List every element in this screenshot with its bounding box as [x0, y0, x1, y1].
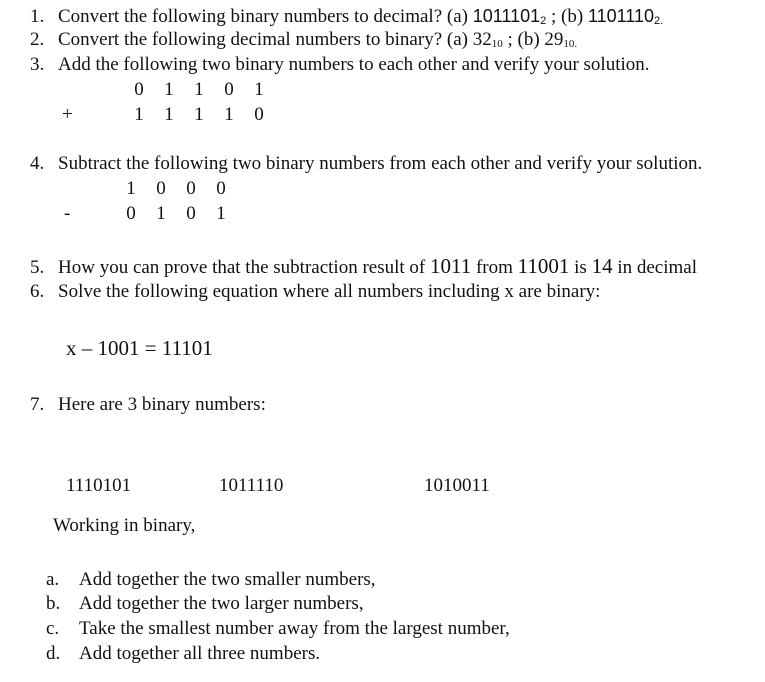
question-text: Add the following two binary numbers to each other and verify your solution.: [58, 54, 650, 75]
digit: 0: [126, 203, 136, 224]
item-letter: d.: [46, 643, 61, 664]
digit: 1: [194, 79, 204, 100]
question-text: Solve the following equation where all numbers including x are binary:: [58, 281, 601, 302]
binary-number-2: 1011110: [219, 475, 284, 496]
question-text: Convert the following binary numbers to decimal? (a): [58, 6, 473, 27]
question-text: from: [471, 257, 518, 278]
item-text: Add together the two larger numbers,: [79, 593, 364, 614]
base-subscript-a: 10: [491, 38, 503, 50]
sub-item-a: [46, 568, 376, 592]
subtraction-row-1: [116, 177, 236, 201]
separator: ; (b) 29: [502, 29, 564, 50]
sub-item-d: [46, 642, 320, 666]
item-text: Add together the two smaller numbers,: [79, 569, 376, 590]
question-2: [30, 28, 577, 56]
number-14: 14: [591, 254, 613, 278]
question-number: 1.: [30, 6, 45, 27]
binary-value-a: 1011101: [472, 6, 541, 26]
question-3: [30, 53, 650, 77]
question-text: Subtract the following two binary numbers from each other and verify your solution.: [58, 153, 703, 174]
digit: 0: [134, 79, 144, 100]
addition-row-1: [124, 78, 274, 102]
binary-value-b: 1101110: [587, 6, 655, 26]
question-5: [30, 254, 697, 280]
digit: 1: [134, 104, 144, 125]
question-6: [30, 280, 600, 304]
number-1011: 1011: [429, 254, 472, 278]
number-11001: 11001: [517, 254, 570, 278]
digit: 0: [186, 178, 196, 199]
question-text: in decimal: [612, 257, 697, 278]
plus-operator: +: [62, 104, 73, 125]
item-text: Take the smallest number away from the largest number,: [79, 618, 510, 639]
question-number: 5.: [30, 257, 45, 278]
working-label: Working in binary,: [53, 515, 196, 536]
question-7: [30, 393, 266, 417]
question-number: 2.: [30, 29, 45, 50]
digit: 0: [254, 104, 264, 125]
question-number: 3.: [30, 54, 45, 75]
question-text: How you can prove that the subtraction result of: [58, 257, 430, 278]
base-subscript-a: 2: [540, 15, 547, 27]
digit: 0: [156, 178, 166, 199]
addition-row-2: [124, 103, 274, 127]
digit: 0: [224, 79, 234, 100]
question-text: is: [569, 257, 592, 278]
item-text: Add together all three numbers.: [79, 643, 321, 664]
digit: 1: [254, 79, 264, 100]
sub-item-c: [46, 617, 510, 641]
sub-item-b: [46, 592, 364, 616]
digit: 0: [216, 178, 226, 199]
question-text: Convert the following decimal numbers to binary? (a) 32: [58, 29, 492, 50]
item-letter: c.: [46, 618, 60, 639]
digit: 1: [194, 104, 204, 125]
question-number: 4.: [30, 153, 45, 174]
digit: 0: [186, 203, 196, 224]
binary-number-3: 1010011: [424, 475, 490, 496]
digit: 1: [126, 178, 136, 199]
question-text: Here are 3 binary numbers:: [58, 394, 266, 415]
digit: 1: [156, 203, 166, 224]
separator: ; (b): [546, 6, 588, 27]
question-number: 6.: [30, 281, 45, 302]
binary-number-1: 1110101: [66, 475, 132, 496]
digit: 1: [216, 203, 226, 224]
item-letter: b.: [46, 593, 61, 614]
base-subscript-b: 10.: [563, 38, 578, 50]
question-number: 7.: [30, 394, 45, 415]
digit: 1: [224, 104, 234, 125]
digit: 1: [164, 79, 174, 100]
digit: 1: [164, 104, 174, 125]
minus-operator: -: [64, 203, 71, 224]
question-4: [30, 152, 702, 176]
equation: x – 1001 = 11101: [66, 336, 213, 360]
subtraction-row-2: [116, 202, 236, 226]
base-subscript-b: 2.: [654, 15, 664, 27]
item-letter: a.: [46, 569, 60, 590]
